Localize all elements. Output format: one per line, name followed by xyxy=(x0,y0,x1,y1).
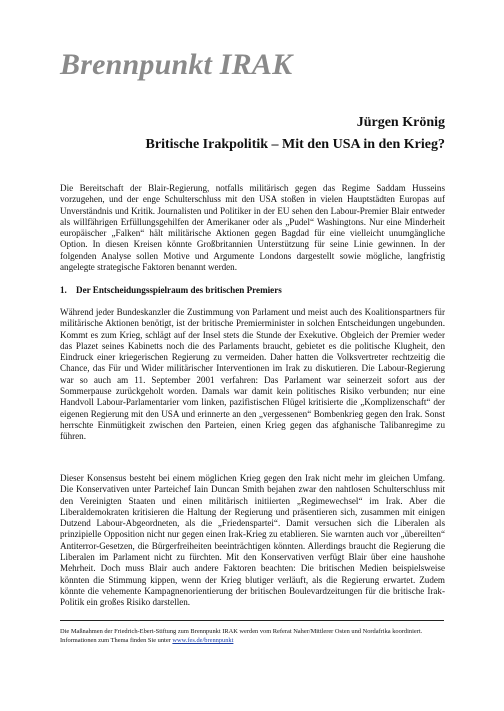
section-heading-text: Der Entscheidungsspielraum des britischen Premiers xyxy=(76,285,282,295)
intro-paragraph: Die Bereitschaft der Blair-Regierung, notfalls militärisch gegen das Regime Saddam Husseins vorzugehen, und der enge Schulterschluss mit den USA stoßen in vielen Hauptstädten Europas auf Unverständnis und Kritik. Journalisten und Politiker in der EU sehen den Labour-Premier Blair entweder als willfährigen Erfüllungsgehilfen der Amerikaner oder als „Pudel“ Washingtons. Nur eine Minderheit europäischer „Falken“ hält militärische Aktionen gegen Bagdad für eine vielleicht unumgängliche Option. In diesen Kreisen könnte Großbritannien Unterstützung für seine Linie gewinnen. In der folgenden Analyse sollen Motive und Argumente Londons dargestellt sowie mögliche, langfristig angelegte strategische Faktoren benannt werden. xyxy=(60,183,445,273)
footnote-link[interactable]: www.fes.de/brennpunkt xyxy=(172,637,234,644)
document-title: Britische Irakpolitik – Mit den USA in den Krieg? xyxy=(145,137,445,152)
footer-rule xyxy=(60,620,444,621)
section-heading xyxy=(60,285,445,296)
author-name: Jürgen Krönig xyxy=(356,115,445,130)
brand-title: Brennpunkt IRAK xyxy=(60,48,293,81)
footnote xyxy=(60,627,444,645)
footnote-text: Die Maßnahmen der Friedrich-Ebert-Stiftung zum Brennpunkt IRAK werden vom Referat Naher/Mittlerer Osten und Nordafrika koordiniert. Informationen zum Thema finden Sie unter xyxy=(60,628,423,644)
section-number: 1. xyxy=(60,285,67,295)
body-paragraph-1: Während jeder Bundeskanzler die Zustimmung von Parlament und meist auch des Koalitionspartners für militärische Aktionen benötigt, ist der britische Premierminister in solchen Entscheidungen ungebunden. Kommt es zum Krieg, schlägt auf der Insel stets die Stunde der Exekutive. Obgleich der Premier weder das Plazet seines Kabinetts noch die des Parlaments braucht, gebietet es die politische Klugheit, den Eindruck einer kriegerischen Regierung zu vermeiden. Daher hatten die Volksvertreter rechtzeitig die Chance, das Für und Wider militärischer Interventionen im Irak zu diskutieren. Die Labour-Regierung war so auch am 11. September 2001 verfahren: Das Parlament war seinerzeit sofort aus der Sommerpause zurückgeholt worden. Damals war damit kein politisches Risiko verbunden; nur eine Handvoll Labour-Parlamentarier vom linken, pazifistischen Flügel kritisierte die „Komplizenschaft“ der eigenen Regierung mit den USA und erinnerte an den „vergessenen“ Bombenkrieg gegen den Irak. Sonst herrschte Einmütigkeit zwischen den Parteien, einen Krieg gegen das afghanische Talibanregime zu führen. xyxy=(60,307,445,442)
body-paragraph-2: Dieser Konsensus besteht bei einem möglichen Krieg gegen den Irak nicht mehr im gleichen Umfang. Die Konservativen unter Parteichef Iain Duncan Smith bejahen zwar den nahtlosen Schulterschluss mit den Vereinigten Staaten und einen militärisch initiierten „Regimewechsel“ im Irak. Aber die Liberaldemokraten kritisieren die Haltung der Regierung und präsentieren sich, zusammen mit einigen Dutzend Labour-Abgeordneten, als die „Friedenspartei“. Damit versuchen sich die Liberalen als prinzipielle Opposition nicht nur gegen einen Irak-Krieg zu etablieren. Sie warnten auch vor „übereilten“ Antiterror-Gesetzen, die Bürgerfreiheiten beeinträchtigen könnten. Allerdings braucht die Regierung die Liberalen im Parlament nicht zu fürchten. Mit den Konservativen verfügt Blair über eine haushohe Mehrheit. Doch muss Blair auch andere Faktoren beachten: Die britischen Medien beispielsweise könnten die Stimmung kippen, wenn der Krieg blutiger verläuft, als die Regierung erwartet. Zudem könnte die vehemente Kampagnenorientierung der britischen Boulevardzeitungen für die britische Irak-Politik ein großes Risiko darstellen. xyxy=(60,473,445,608)
